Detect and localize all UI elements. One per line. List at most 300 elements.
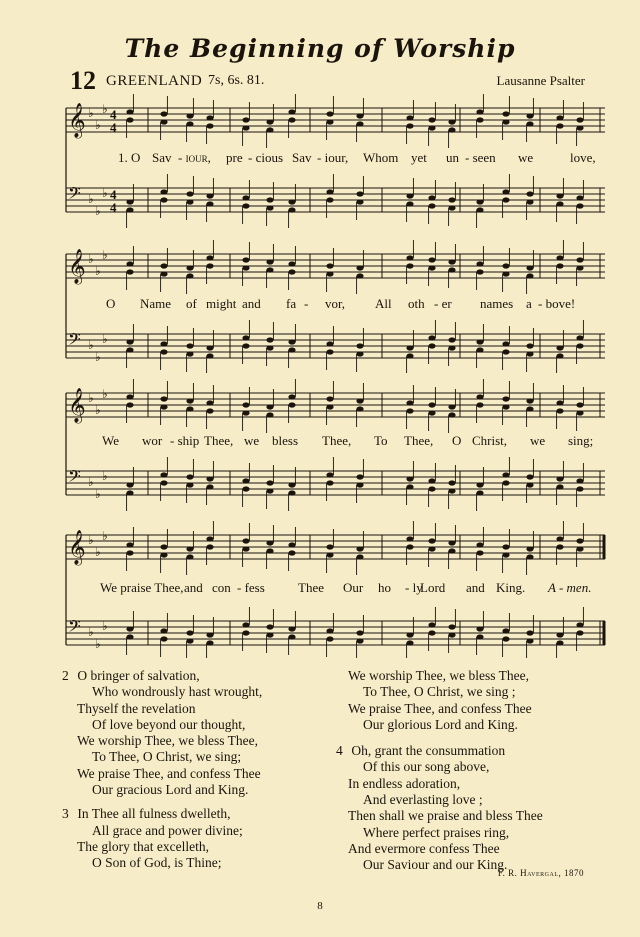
note-head <box>502 189 509 194</box>
verse-line: Our gracious Lord and King. <box>92 782 249 798</box>
note-head <box>576 335 583 340</box>
note-head <box>406 544 413 549</box>
music-system-2 <box>60 238 612 373</box>
note-head <box>186 406 193 411</box>
note-head <box>242 117 249 122</box>
note-head <box>288 269 295 274</box>
flat-sign-icon: ♭ <box>102 387 108 401</box>
note-head <box>266 127 273 132</box>
lyric-syllable: and <box>242 296 261 311</box>
note-head <box>160 552 167 557</box>
note-head <box>288 207 295 212</box>
note-head <box>502 271 509 276</box>
note-head <box>406 345 413 350</box>
lyric-syllable: might <box>206 296 237 311</box>
note-head <box>428 117 435 122</box>
note-head <box>526 482 533 487</box>
note-head <box>126 261 133 266</box>
note-head <box>206 255 213 260</box>
note-head <box>160 404 167 409</box>
note-head <box>242 343 249 348</box>
note-head <box>428 343 435 348</box>
note-head <box>556 263 563 268</box>
note-head <box>126 109 133 114</box>
note-head <box>356 121 363 126</box>
music-system-1 <box>60 88 612 238</box>
music-system-3 <box>60 373 612 513</box>
note-head <box>266 337 273 342</box>
lyric-syllable: Whom <box>363 150 399 165</box>
note-head <box>160 111 167 116</box>
lyric-syllable: ho <box>378 580 391 595</box>
note-head <box>288 634 295 639</box>
note-head <box>206 476 213 481</box>
note-head <box>288 402 295 407</box>
treble-clef-icon: 𝄞 <box>68 103 86 138</box>
note-head <box>428 265 435 270</box>
note-head <box>556 632 563 637</box>
note-head <box>326 544 333 549</box>
note-head <box>502 263 509 268</box>
note-head <box>186 546 193 551</box>
note-head <box>326 396 333 401</box>
verse-line: And evermore confess Thee <box>348 840 500 856</box>
time-signature-icon: 4 <box>110 120 117 135</box>
note-head <box>576 265 583 270</box>
flat-sign-icon: ♭ <box>95 403 101 417</box>
note-head <box>406 353 413 358</box>
note-head <box>186 121 193 126</box>
note-head <box>576 343 583 348</box>
flat-sign-icon: ♭ <box>88 625 94 639</box>
note-head <box>242 402 249 407</box>
note-head <box>406 123 413 128</box>
lyric-syllable: Lord <box>420 580 446 595</box>
flat-sign-icon: ♭ <box>88 252 94 266</box>
note-head <box>266 267 273 272</box>
note-head <box>288 490 295 495</box>
note-head <box>206 263 213 268</box>
note-head <box>242 622 249 627</box>
note-head <box>576 125 583 130</box>
note-head <box>502 404 509 409</box>
stanza-2 <box>62 668 332 798</box>
note-head <box>428 486 435 491</box>
note-head <box>406 640 413 645</box>
note-head <box>428 125 435 130</box>
note-head <box>476 394 483 399</box>
lyric-syllable: - bove! <box>538 296 576 311</box>
stanza-number: 4 <box>336 743 343 759</box>
note-head <box>206 408 213 413</box>
verse-line: Of this our song above, <box>363 759 490 775</box>
note-head <box>576 117 583 122</box>
note-head <box>326 552 333 557</box>
note-head <box>206 201 213 206</box>
note-head <box>476 402 483 407</box>
note-head <box>356 554 363 559</box>
flat-sign-icon: ♭ <box>102 248 108 262</box>
note-head <box>406 536 413 541</box>
note-head <box>186 191 193 196</box>
flat-sign-icon: ♭ <box>95 118 101 132</box>
note-head <box>406 632 413 637</box>
verse-line: We worship Thee, we bless Thee, <box>348 668 529 683</box>
note-head <box>406 193 413 198</box>
note-head <box>186 199 193 204</box>
note-head <box>126 490 133 495</box>
lyric-syllable: a <box>526 296 532 311</box>
lyric-syllable: Thee, <box>404 433 434 448</box>
lyric-syllable: - ship <box>170 433 200 448</box>
note-head <box>288 261 295 266</box>
note-head <box>266 480 273 485</box>
note-head <box>160 480 167 485</box>
flat-sign-icon: ♭ <box>95 350 101 364</box>
note-head <box>186 113 193 118</box>
note-head <box>476 347 483 352</box>
lyric-syllable: pre <box>226 150 243 165</box>
note-head <box>206 484 213 489</box>
note-head <box>186 554 193 559</box>
bass-clef-icon: 𝄢 <box>68 329 81 353</box>
note-head <box>326 263 333 268</box>
note-head <box>476 482 483 487</box>
note-head <box>242 257 249 262</box>
note-head <box>266 624 273 629</box>
note-head <box>448 259 455 264</box>
verse-line: We praise Thee, and confess Thee <box>77 765 261 781</box>
verse-line: Of love beyond our thought, <box>92 716 246 732</box>
lyric-syllable: Thee, <box>204 433 234 448</box>
verse-line: We worship Thee, we bless Thee, <box>77 733 258 749</box>
note-head <box>428 335 435 340</box>
note-head <box>126 339 133 344</box>
note-head <box>526 273 533 278</box>
note-head <box>242 125 249 130</box>
lyric-syllable: names <box>480 296 514 311</box>
note-head <box>356 191 363 196</box>
flat-sign-icon: ♭ <box>102 619 108 633</box>
note-head <box>556 353 563 358</box>
note-head <box>126 199 133 204</box>
note-head <box>576 478 583 483</box>
note-head <box>428 402 435 407</box>
note-head <box>526 638 533 643</box>
note-head <box>448 127 455 132</box>
lyric-syllable: 1. O <box>118 150 141 165</box>
note-head <box>502 111 509 116</box>
note-head <box>160 189 167 194</box>
note-head <box>526 113 533 118</box>
note-head <box>266 540 273 545</box>
note-head <box>126 550 133 555</box>
note-head <box>356 199 363 204</box>
verse-line: To Thee, O Christ, we sing ; <box>363 684 516 700</box>
note-head <box>326 119 333 124</box>
verse-line: Oh, grant the consummation <box>351 743 506 759</box>
note-head <box>526 351 533 356</box>
note-head <box>556 193 563 198</box>
bass-clef-icon: 𝄢 <box>68 616 81 640</box>
lyric-syllable: we <box>518 150 534 165</box>
note-head <box>326 271 333 276</box>
note-head <box>576 195 583 200</box>
note-head <box>406 484 413 489</box>
note-head <box>476 109 483 114</box>
note-head <box>428 203 435 208</box>
verse-line: Who wondrously hast wrought, <box>92 684 263 700</box>
note-head <box>448 345 455 350</box>
lyric-syllable: Christ, <box>472 433 508 448</box>
note-head <box>186 482 193 487</box>
note-head <box>356 482 363 487</box>
lyric-syllable: we <box>530 433 546 448</box>
note-head <box>448 404 455 409</box>
lyric-syllable: O <box>452 433 462 448</box>
tune-name: GREENLAND <box>106 73 203 89</box>
note-head <box>186 343 193 348</box>
lyric-syllable: - cious <box>248 150 284 165</box>
note-head <box>186 351 193 356</box>
lyric-syllable: O <box>106 296 116 311</box>
verse-column-right <box>336 668 608 882</box>
flat-sign-icon: ♭ <box>102 186 108 200</box>
note-head <box>556 536 563 541</box>
lyric-syllable: and <box>466 580 485 595</box>
note-head <box>502 544 509 549</box>
lyric-syllable: - seen <box>465 150 496 165</box>
flat-sign-icon: ♭ <box>102 529 108 543</box>
verse-line: We praise Thee, and confess Thee <box>348 700 532 716</box>
note-head <box>448 548 455 553</box>
lyric-syllable: oth <box>408 296 425 311</box>
note-head <box>428 195 435 200</box>
note-head <box>476 207 483 212</box>
lyric-syllable: To <box>374 433 388 448</box>
note-head <box>556 476 563 481</box>
note-head <box>126 482 133 487</box>
flat-sign-icon: ♭ <box>88 533 94 547</box>
note-head <box>288 482 295 487</box>
note-head <box>576 257 583 262</box>
verse-line: Our glorious Lord and King. <box>363 716 518 732</box>
note-head <box>242 546 249 551</box>
note-head <box>288 347 295 352</box>
lyric-syllable: Thee, <box>322 433 352 448</box>
note-head <box>502 628 509 633</box>
note-head <box>526 121 533 126</box>
note-head <box>556 544 563 549</box>
note-head <box>576 630 583 635</box>
lyric-syllable: - iour, <box>178 150 211 165</box>
verse-line: O bringer of salvation, <box>77 668 200 683</box>
note-head <box>502 636 509 641</box>
note-head <box>476 542 483 547</box>
note-head <box>160 544 167 549</box>
page-number: 8 <box>317 900 323 912</box>
note-head <box>448 197 455 202</box>
note-head <box>502 480 509 485</box>
note-head <box>326 197 333 202</box>
flat-sign-icon: ♭ <box>102 469 108 483</box>
hymn-number: 12 <box>70 66 96 95</box>
verse-line: In Thee all fulness dwelleth, <box>77 806 231 822</box>
note-head <box>242 335 249 340</box>
note-head <box>428 478 435 483</box>
note-head <box>428 538 435 543</box>
note-head <box>476 550 483 555</box>
note-head <box>126 207 133 212</box>
stanza-3-continued <box>348 668 608 733</box>
note-head <box>126 626 133 631</box>
note-head <box>406 476 413 481</box>
note-head <box>126 402 133 407</box>
lyric-syllable: Sav <box>292 150 312 165</box>
lyric-syllable: King. <box>496 580 526 595</box>
note-head <box>502 119 509 124</box>
note-head <box>526 546 533 551</box>
lyric-syllable: bless <box>272 433 298 448</box>
note-head <box>356 546 363 551</box>
flat-sign-icon: ♭ <box>88 391 94 405</box>
note-head <box>476 199 483 204</box>
flat-sign-icon: ♭ <box>95 637 101 651</box>
note-head <box>266 197 273 202</box>
note-head <box>160 472 167 477</box>
note-head <box>242 195 249 200</box>
note-head <box>526 474 533 479</box>
stanza-number: 3 <box>62 806 69 822</box>
lyric-syllable: wor <box>142 433 163 448</box>
note-head <box>326 111 333 116</box>
note-head <box>356 398 363 403</box>
note-head <box>428 622 435 627</box>
note-head <box>556 255 563 260</box>
bass-clef-icon: 𝄢 <box>68 466 81 490</box>
lyric-syllable: un <box>446 150 459 165</box>
note-head <box>526 265 533 270</box>
note-head <box>502 472 509 477</box>
note-head <box>126 347 133 352</box>
lyric-syllable: Thee <box>298 580 324 595</box>
note-head <box>266 205 273 210</box>
note-head <box>288 550 295 555</box>
lyric-syllable: We <box>102 433 119 448</box>
note-head <box>160 271 167 276</box>
lyric-syllable: Sav <box>152 150 172 165</box>
note-head <box>266 548 273 553</box>
verse-line: Where perfect praises ring, <box>363 824 510 840</box>
note-head <box>326 341 333 346</box>
lyric-syllable: sing; <box>568 433 594 448</box>
lyric-syllable: Our <box>343 580 364 595</box>
note-head <box>526 630 533 635</box>
treble-clef-icon: 𝄞 <box>68 249 86 284</box>
note-head <box>356 474 363 479</box>
note-head <box>356 113 363 118</box>
note-head <box>242 265 249 270</box>
note-head <box>356 351 363 356</box>
stanza-4 <box>336 743 608 873</box>
note-head <box>476 261 483 266</box>
flat-sign-icon: ♭ <box>95 487 101 501</box>
note-head <box>160 263 167 268</box>
note-head <box>266 345 273 350</box>
verse-line: O Son of God, is Thine; <box>92 855 222 871</box>
flat-sign-icon: ♭ <box>102 332 108 346</box>
note-head <box>160 636 167 641</box>
time-signature-icon: 4 <box>110 107 117 122</box>
verse-line: And everlasting love ; <box>363 792 483 808</box>
note-head <box>576 486 583 491</box>
note-head <box>448 267 455 272</box>
note-head <box>448 337 455 342</box>
lyric-syllable: - ly <box>405 580 423 595</box>
note-head <box>406 400 413 405</box>
note-head <box>288 199 295 204</box>
note-head <box>556 408 563 413</box>
time-signature-icon: 4 <box>110 200 117 215</box>
note-head <box>448 488 455 493</box>
note-head <box>326 349 333 354</box>
note-head <box>476 490 483 495</box>
note-head <box>476 626 483 631</box>
note-head <box>476 634 483 639</box>
note-head <box>428 257 435 262</box>
lyric-syllable: - <box>304 296 309 311</box>
flat-sign-icon: ♭ <box>95 204 101 218</box>
treble-clef-icon: 𝄞 <box>68 530 86 565</box>
note-head <box>126 542 133 547</box>
note-head <box>126 269 133 274</box>
note-head <box>160 119 167 124</box>
note-head <box>288 339 295 344</box>
note-head <box>186 474 193 479</box>
note-head <box>288 117 295 122</box>
note-head <box>126 634 133 639</box>
note-head <box>326 189 333 194</box>
note-head <box>206 193 213 198</box>
note-head <box>266 488 273 493</box>
note-head <box>206 345 213 350</box>
note-head <box>448 540 455 545</box>
note-head <box>186 398 193 403</box>
note-head <box>502 341 509 346</box>
note-head <box>266 259 273 264</box>
note-head <box>556 115 563 120</box>
note-head <box>556 345 563 350</box>
lyric-syllable: of <box>186 296 197 311</box>
lyric-syllable: - iour, <box>317 150 349 165</box>
note-head <box>356 630 363 635</box>
note-head <box>206 115 213 120</box>
verse-line: Thyself the revelation <box>77 700 196 716</box>
note-head <box>502 552 509 557</box>
note-head <box>476 269 483 274</box>
flat-sign-icon: ♭ <box>88 106 94 120</box>
note-head <box>206 536 213 541</box>
note-head <box>242 630 249 635</box>
note-head <box>556 484 563 489</box>
note-head <box>526 406 533 411</box>
note-head <box>206 123 213 128</box>
note-head <box>186 630 193 635</box>
note-head <box>556 123 563 128</box>
flat-sign-icon: ♭ <box>88 192 94 206</box>
lyric-syllable: yet <box>411 150 427 165</box>
note-head <box>160 349 167 354</box>
